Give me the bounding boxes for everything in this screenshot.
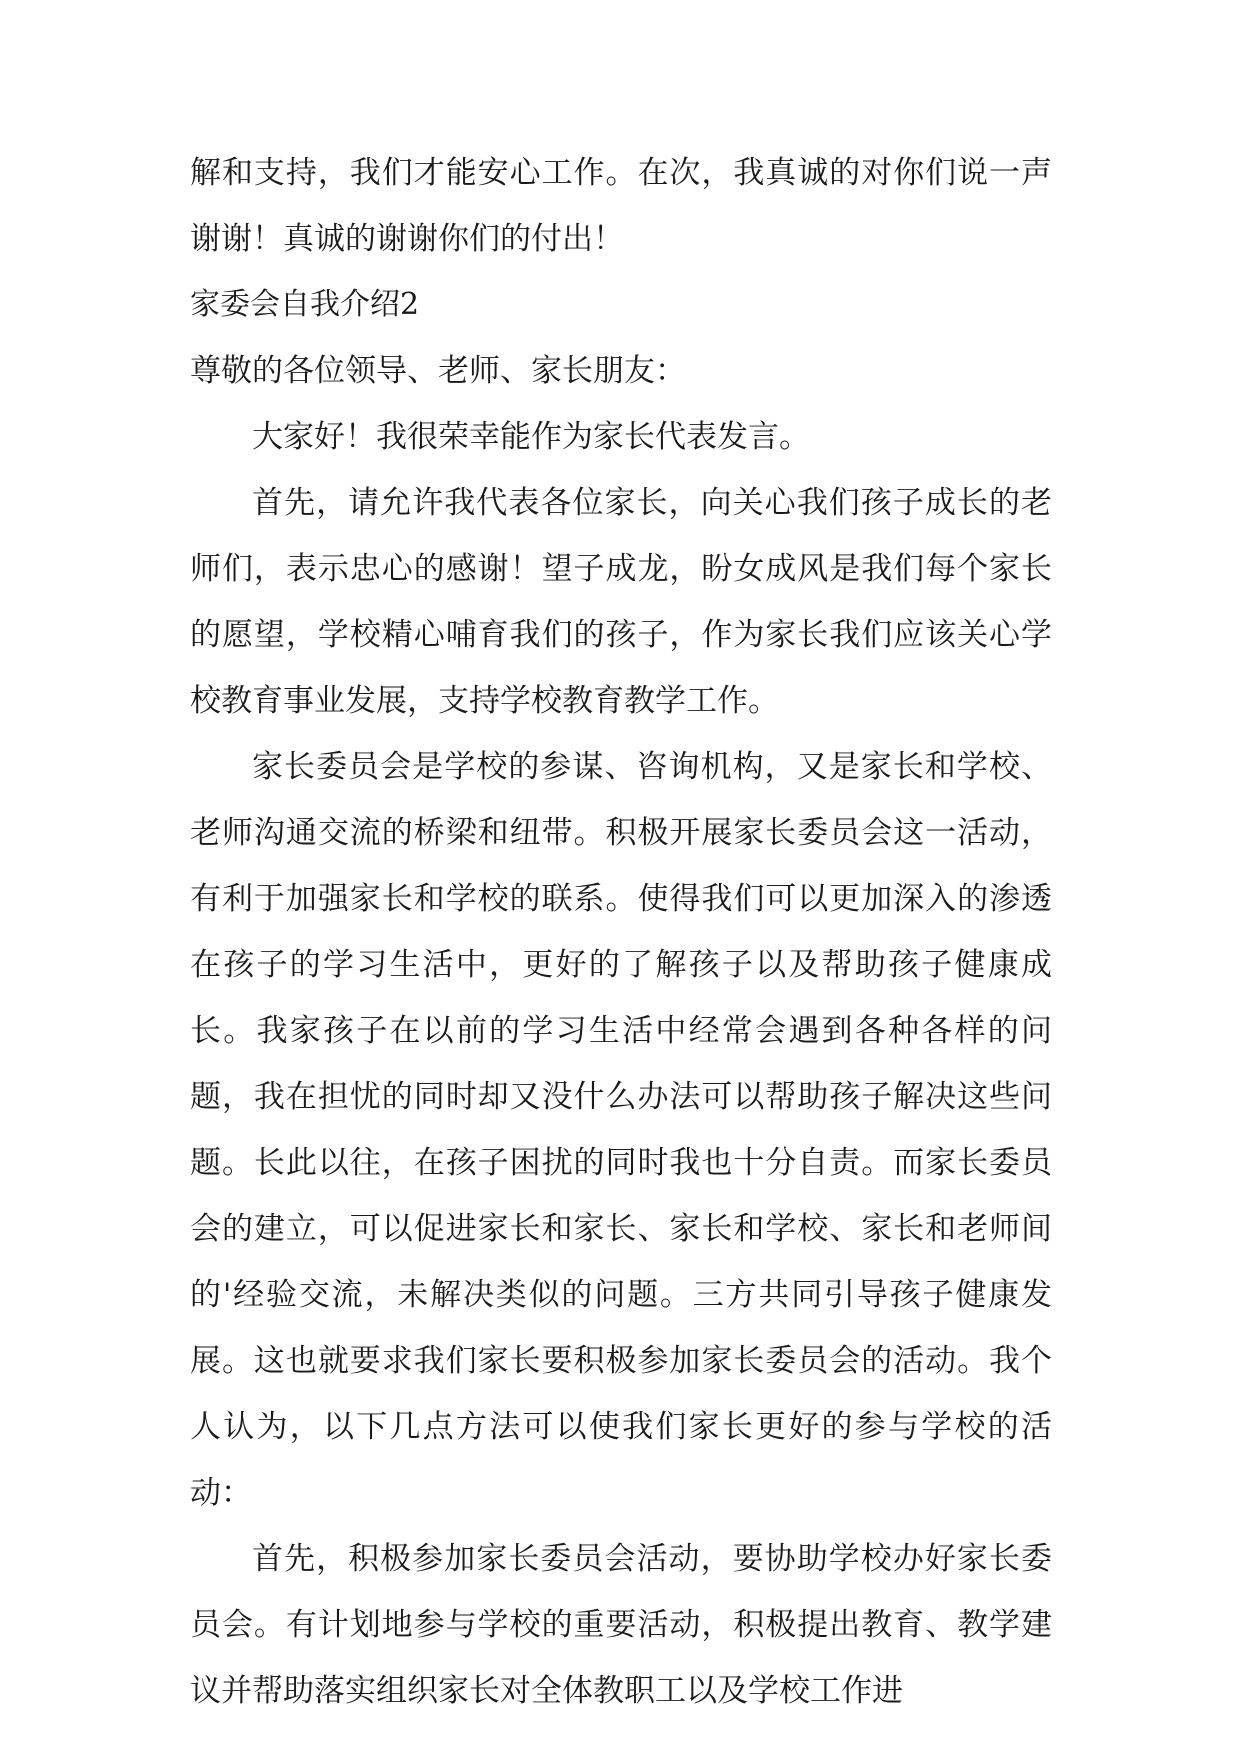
document-body xyxy=(190,140,1052,1724)
paragraph-first-method: 首先，积极参加家长委员会活动，要协助学校办好家长委员会。有计划地参与学校的重要活动，积极提出教育、教学建议并帮助落实组织家长对全体教职工以及学校工作进 xyxy=(190,1541,1052,1709)
paragraph-greeting: 大家好！我很荣幸能作为家长代表发言。 xyxy=(252,419,810,455)
paragraph-thanks: 首先，请允许我代表各位家长，向关心我们孩子成长的老师们，表示忠心的感谢！望子成龙，盼女成风是我们每个家长的愿望，学校精心哺育我们的孩子，作为家长我们应该关心学校教育事业发展，支持学校教育教学工作。 xyxy=(190,485,1052,719)
paragraph-committee-role: 家长委员会是学校的参谋、咨询机构，又是家长和学校、老师沟通交流的桥梁和纽带。积极开展家长委员会这一活动，有利于加强家长和学校的联系。使得我们可以更加深入的渗透在孩子的学习生活中，更好的了解孩子以及帮助孩子健康成长。我家孩子在以前的学习生活中经常会遇到各种各样的问题，我在担忧的同时却又没什么办法可以帮助孩子解决这些问题。长此以往，在孩子困扰的同时我也十分自责。而家长委员会的建立，可以促进家长和家长、家长和学校、家长和老师间的'经验交流，未解决类似的问题。三方共同引导孩子健康发展。这也就要求我们家长要积极参加家长委员会的活动。我个人认为，以下几点方法可以使我们家长更好的参与学校的活动： xyxy=(190,749,1052,1511)
salutation: 尊敬的各位领导、老师、家长朋友： xyxy=(190,353,686,389)
section-title: 家委会自我介绍2 xyxy=(190,287,420,322)
intro-continuation: 解和支持，我们才能安心工作。在次，我真诚的对你们说一声谢谢！真诚的谢谢你们的付出！ xyxy=(190,155,1052,257)
